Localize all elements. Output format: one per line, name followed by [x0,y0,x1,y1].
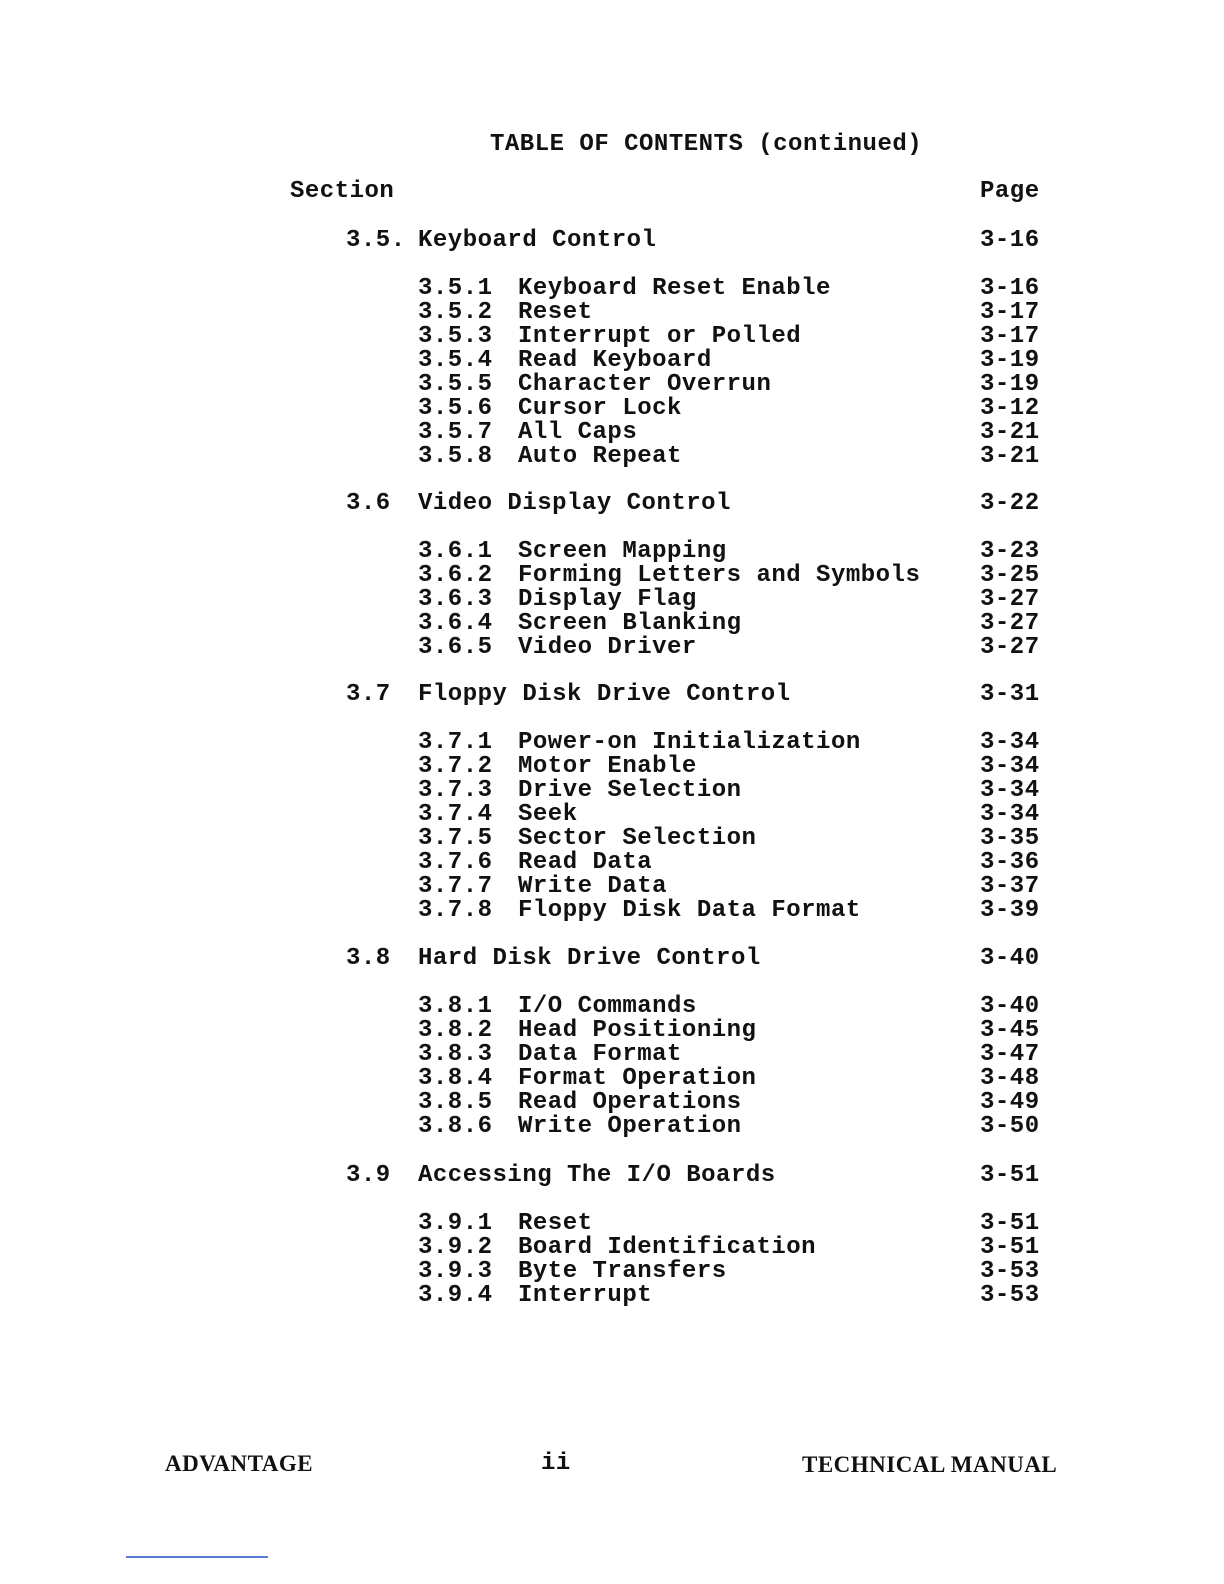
toc-section-row [0,682,1224,708]
toc-number: 3.6 [346,490,391,517]
toc-number: 3.5.5 [418,371,493,398]
toc-number: 3.8 [346,945,391,972]
toc-title: Character Overrun [518,371,772,398]
toc-page: 3-51 [980,1162,1040,1189]
toc-page: 3-12 [980,395,1040,422]
toc-title: Forming Letters and Symbols [518,562,921,589]
toc-subsection-row [0,1283,1224,1309]
toc-title: Format Operation [518,1065,757,1092]
toc-title: Write Operation [518,1113,742,1140]
toc-subsection-row [0,444,1224,470]
toc-subsection-row [0,778,1224,804]
toc-number: 3.5. [346,227,406,254]
toc-title: Interrupt or Polled [518,323,802,350]
toc-title: Floppy Disk Drive Control [418,681,791,708]
toc-page: 3-35 [980,825,1040,852]
toc-title: Keyboard Reset Enable [518,275,831,302]
toc-title: Accessing The I/O Boards [418,1162,776,1189]
toc-page: 3-25 [980,562,1040,589]
page-column-header: Page [980,178,1040,205]
toc-title: Motor Enable [518,753,697,780]
toc-title: Floppy Disk Data Format [518,897,861,924]
toc-number: 3.8.6 [418,1113,493,1140]
toc-number: 3.7.3 [418,777,493,804]
toc-number: 3.5.2 [418,299,493,326]
toc-title: All Caps [518,419,638,446]
toc-title: Reset [518,299,593,326]
toc-number: 3.7.6 [418,849,493,876]
toc-section-row [0,228,1224,254]
toc-page: 3-17 [980,323,1040,350]
toc-page: 3-34 [980,777,1040,804]
toc-page: 3-48 [980,1065,1040,1092]
toc-title: Board Identification [518,1234,817,1261]
page-title: TABLE OF CONTENTS (continued) [490,131,923,158]
toc-number: 3.7 [346,681,391,708]
toc-page: 3-21 [980,419,1040,446]
toc-page: 3-34 [980,729,1040,756]
toc-number: 3.7.8 [418,897,493,924]
toc-title: I/O Commands [518,993,697,1020]
toc-number: 3.6.5 [418,634,493,661]
toc-page: 3-37 [980,873,1040,900]
toc-number: 3.7.2 [418,753,493,780]
toc-title: Byte Transfers [518,1258,727,1285]
toc-number: 3.5.4 [418,347,493,374]
toc-page: 3-47 [980,1041,1040,1068]
toc-page: 3-40 [980,945,1040,972]
toc-title: Reset [518,1210,593,1237]
scan-artifact-line [126,1556,268,1558]
toc-page: 3-51 [980,1234,1040,1261]
toc-page: 3-21 [980,443,1040,470]
toc-title: Screen Blanking [518,610,742,637]
toc-title: Screen Mapping [518,538,727,565]
toc-number: 3.9.3 [418,1258,493,1285]
section-column-header: Section [290,178,395,205]
toc-title: Keyboard Control [418,227,657,254]
toc-title: Video Display Control [418,490,731,517]
toc-page: 3-19 [980,371,1040,398]
toc-number: 3.5.7 [418,419,493,446]
toc-page: 3-16 [980,227,1040,254]
toc-page: 3-27 [980,610,1040,637]
toc-number: 3.9 [346,1162,391,1189]
toc-title: Read Operations [518,1089,742,1116]
toc-subsection-row [0,276,1224,302]
toc-page: 3-31 [980,681,1040,708]
toc-number: 3.8.4 [418,1065,493,1092]
toc-page: 3-53 [980,1282,1040,1309]
toc-page: 3-23 [980,538,1040,565]
toc-subsection-row [0,898,1224,924]
toc-subsection-row [0,1114,1224,1140]
toc-number: 3.6.1 [418,538,493,565]
toc-number: 3.7.1 [418,729,493,756]
toc-number: 3.7.5 [418,825,493,852]
toc-page: 3-27 [980,586,1040,613]
toc-section-row [0,946,1224,972]
toc-page: 3-50 [980,1113,1040,1140]
toc-page: 3-16 [980,275,1040,302]
toc-number: 3.7.7 [418,873,493,900]
toc-number: 3.6.4 [418,610,493,637]
toc-page: 3-27 [980,634,1040,661]
toc-page: 3-22 [980,490,1040,517]
footer-right: TECHNICAL MANUAL [802,1452,1058,1477]
toc-number: 3.6.3 [418,586,493,613]
toc-title: Data Format [518,1041,682,1068]
toc-title: Display Flag [518,586,697,613]
toc-page: 3-19 [980,347,1040,374]
toc-page: 3-40 [980,993,1040,1020]
toc-page: 3-34 [980,801,1040,828]
toc-number: 3.5.1 [418,275,493,302]
toc-page: 3-45 [980,1017,1040,1044]
toc-title: Drive Selection [518,777,742,804]
toc-title: Interrupt [518,1282,653,1309]
toc-number: 3.8.3 [418,1041,493,1068]
toc-page: 3-53 [980,1258,1040,1285]
toc-number: 3.8.1 [418,993,493,1020]
toc-number: 3.5.8 [418,443,493,470]
toc-page: 3-51 [980,1210,1040,1237]
footer-left: ADVANTAGE [165,1451,314,1476]
footer-page-number: ii [541,1450,571,1477]
toc-section-row [0,1163,1224,1189]
toc-title: Cursor Lock [518,395,682,422]
toc-page: 3-34 [980,753,1040,780]
toc-number: 3.9.2 [418,1234,493,1261]
toc-number: 3.9.4 [418,1282,493,1309]
toc-title: Auto Repeat [518,443,682,470]
toc-subsection-row [0,635,1224,661]
toc-title: Video Driver [518,634,697,661]
toc-number: 3.5.6 [418,395,493,422]
toc-number: 3.7.4 [418,801,493,828]
toc-title: Seek [518,801,578,828]
toc-number: 3.8.2 [418,1017,493,1044]
toc-page: 3-49 [980,1089,1040,1116]
toc-title: Sector Selection [518,825,757,852]
toc-title: Head Positioning [518,1017,757,1044]
toc-page: 3-17 [980,299,1040,326]
toc-number: 3.5.3 [418,323,493,350]
toc-title: Read Data [518,849,653,876]
toc-title: Write Data [518,873,668,900]
toc-page: 3-36 [980,849,1040,876]
toc-title: Hard Disk Drive Control [418,945,761,972]
toc-number: 3.6.2 [418,562,493,589]
toc-page: 3-39 [980,897,1040,924]
toc-title: Read Keyboard [518,347,712,374]
toc-title: Power-on Initialization [518,729,861,756]
toc-number: 3.8.5 [418,1089,493,1116]
toc-number: 3.9.1 [418,1210,493,1237]
toc-section-row [0,491,1224,517]
